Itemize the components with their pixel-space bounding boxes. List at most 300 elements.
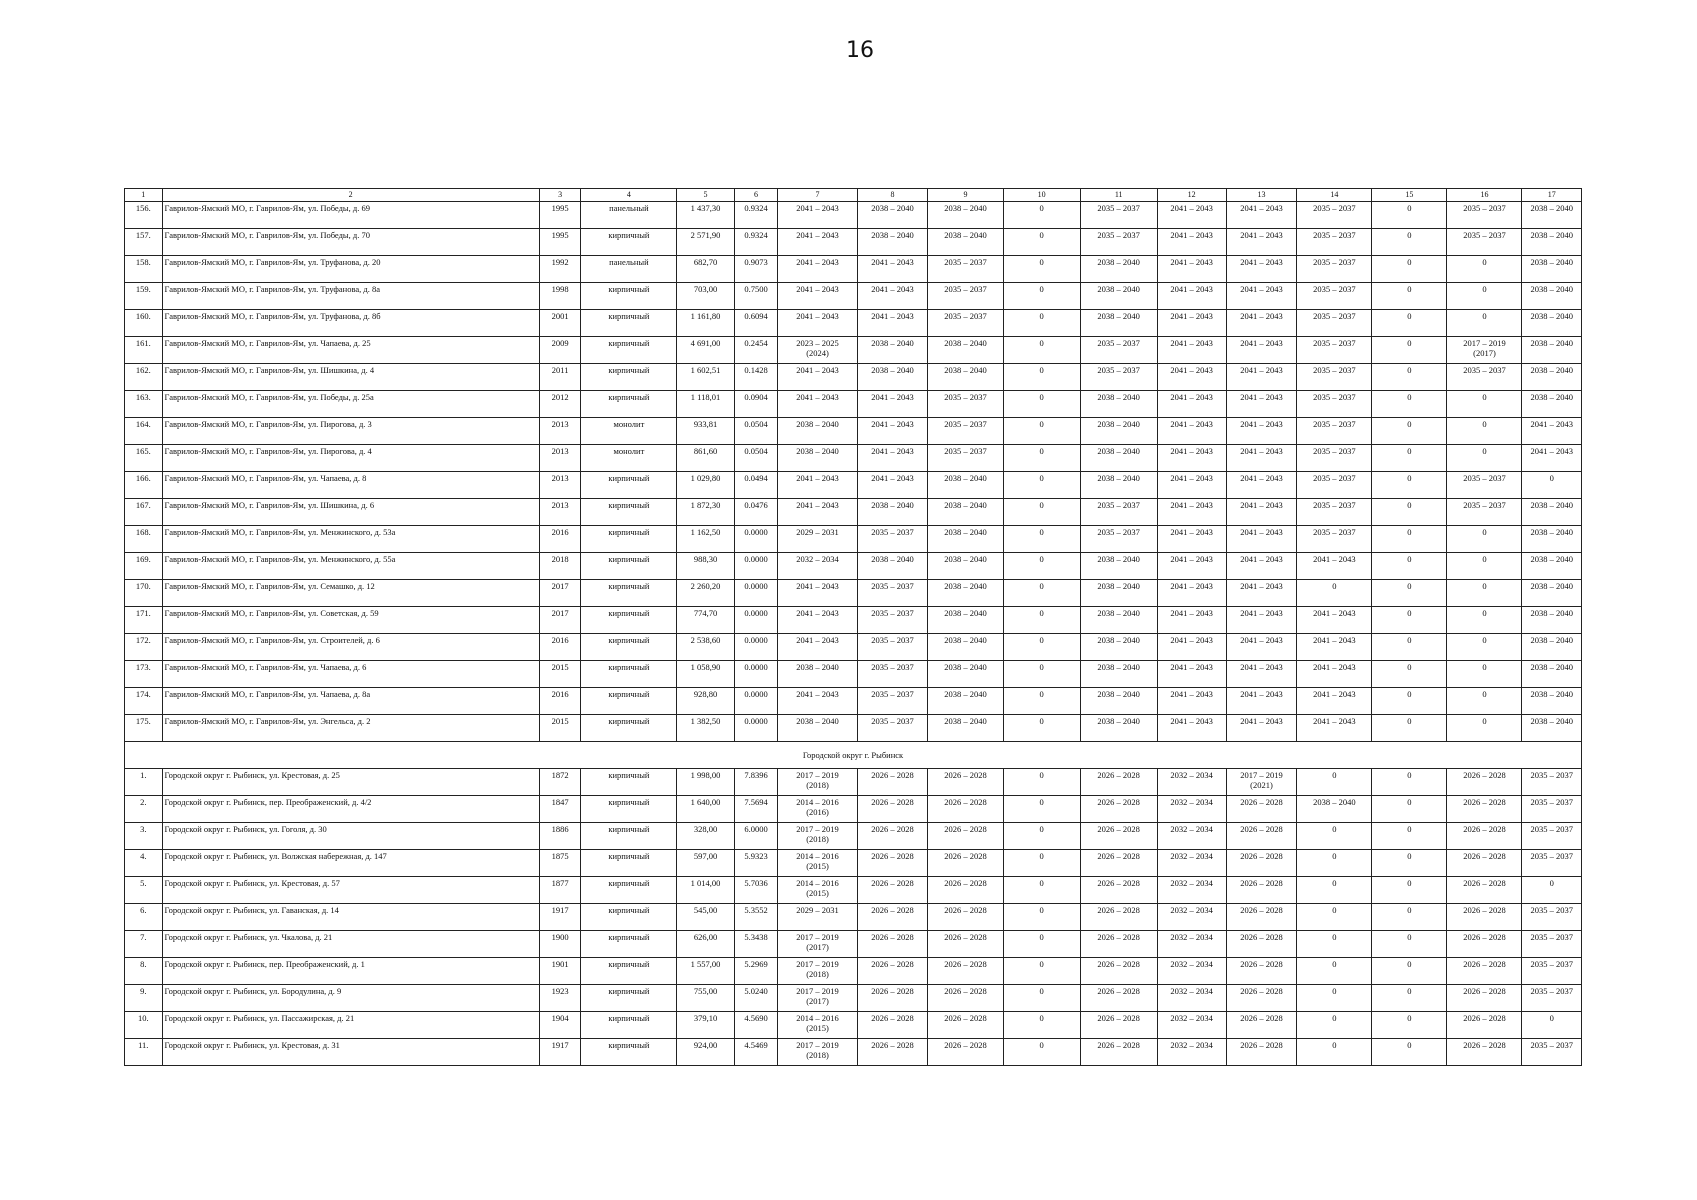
cell-col-15: 0 [1372,661,1447,688]
cell-col-17: 2035 – 2037 [1522,904,1582,931]
cell-col-12: 2041 – 2043 [1157,553,1226,580]
cell-col-7: 2038 – 2040 [778,418,857,445]
cell-col-3: 1886 [539,823,581,850]
table-row [125,472,1582,499]
cell-col-17: 2038 – 2040 [1522,553,1582,580]
cell-col-5: 1 437,30 [677,202,734,229]
cell-col-4: кирпичный [581,715,677,742]
cell-col-3: 1877 [539,877,581,904]
cell-col-16: 0 [1447,391,1522,418]
cell-col-14: 2041 – 2043 [1297,553,1372,580]
cell-col-4: кирпичный [581,526,677,553]
cell-col-9: 2038 – 2040 [928,337,1003,364]
cell-col-9: 2026 – 2028 [928,1039,1003,1066]
cell-col-2: Гаврилов-Ямский МО, г. Гаврилов-Ям, ул. Пирогова, д. 4 [162,445,539,472]
cell-col-1: 167. [125,499,163,526]
cell-col-6: 0.0000 [734,661,778,688]
cell-col-14: 2035 – 2037 [1297,283,1372,310]
cell-col-6: 4.5469 [734,1039,778,1066]
cell-col-16: 2017 – 2019 (2017) [1447,337,1522,364]
cell-col-17: 2038 – 2040 [1522,499,1582,526]
cell-col-12: 2032 – 2034 [1157,1039,1226,1066]
cell-col-10: 0 [1003,418,1080,445]
cell-col-1: 1. [125,769,163,796]
cell-col-2: Гаврилов-Ямский МО, г. Гаврилов-Ям, ул. Советская, д. 59 [162,607,539,634]
cell-col-1: 175. [125,715,163,742]
cell-col-7: 2041 – 2043 [778,499,857,526]
cell-col-17: 2035 – 2037 [1522,985,1582,1012]
table-row [125,499,1582,526]
cell-col-7: 2038 – 2040 [778,715,857,742]
cell-col-4: панельный [581,256,677,283]
cell-col-1: 7. [125,931,163,958]
cell-col-13: 2026 – 2028 [1226,850,1297,877]
cell-col-9: 2026 – 2028 [928,904,1003,931]
cell-col-3: 1917 [539,1039,581,1066]
cell-col-17: 2038 – 2040 [1522,688,1582,715]
table-row [125,904,1582,931]
cell-col-7: 2041 – 2043 [778,229,857,256]
cell-col-11: 2038 – 2040 [1080,391,1157,418]
cell-col-14: 0 [1297,769,1372,796]
table-row [125,823,1582,850]
cell-col-10: 0 [1003,472,1080,499]
cell-col-6: 0.0904 [734,391,778,418]
cell-col-7: 2038 – 2040 [778,661,857,688]
table-row [125,202,1582,229]
cell-col-16: 2035 – 2037 [1447,229,1522,256]
cell-col-5: 4 691,00 [677,337,734,364]
cell-col-12: 2041 – 2043 [1157,418,1226,445]
cell-col-3: 2017 [539,607,581,634]
cell-col-8: 2026 – 2028 [857,877,928,904]
cell-col-7: 2017 – 2019 (2018) [778,1039,857,1066]
cell-col-3: 2013 [539,418,581,445]
cell-col-14: 0 [1297,877,1372,904]
cell-col-9: 2038 – 2040 [928,472,1003,499]
table-row [125,1039,1582,1066]
cell-col-10: 0 [1003,661,1080,688]
cell-col-15: 0 [1372,526,1447,553]
cell-col-1: 163. [125,391,163,418]
cell-col-15: 0 [1372,931,1447,958]
cell-col-13: 2026 – 2028 [1226,985,1297,1012]
table-row [125,418,1582,445]
cell-col-17: 2041 – 2043 [1522,418,1582,445]
cell-col-1: 166. [125,472,163,499]
cell-col-13: 2026 – 2028 [1226,877,1297,904]
cell-col-8: 2026 – 2028 [857,769,928,796]
cell-col-16: 2035 – 2037 [1447,202,1522,229]
cell-col-3: 2015 [539,661,581,688]
cell-col-12: 2032 – 2034 [1157,877,1226,904]
cell-col-7: 2017 – 2019 (2017) [778,931,857,958]
table-row [125,229,1582,256]
cell-col-9: 2035 – 2037 [928,283,1003,310]
cell-col-17: 2035 – 2037 [1522,1039,1582,1066]
cell-col-6: 7.8396 [734,769,778,796]
cell-col-8: 2041 – 2043 [857,283,928,310]
cell-col-3: 2009 [539,337,581,364]
cell-col-3: 2011 [539,364,581,391]
cell-col-13: 2041 – 2043 [1226,607,1297,634]
cell-col-11: 2026 – 2028 [1080,904,1157,931]
cell-col-3: 1872 [539,769,581,796]
cell-col-11: 2026 – 2028 [1080,958,1157,985]
cell-col-15: 0 [1372,904,1447,931]
cell-col-8: 2026 – 2028 [857,823,928,850]
cell-col-5: 774,70 [677,607,734,634]
cell-col-15: 0 [1372,769,1447,796]
cell-col-2: Гаврилов-Ямский МО, г. Гаврилов-Ям, ул. Шишкина, д. 6 [162,499,539,526]
cell-col-13: 2041 – 2043 [1226,661,1297,688]
cell-col-5: 703,00 [677,283,734,310]
table-row [125,1012,1582,1039]
cell-col-6: 5.3438 [734,931,778,958]
cell-col-15: 0 [1372,256,1447,283]
cell-col-5: 1 058,90 [677,661,734,688]
cell-col-11: 2038 – 2040 [1080,472,1157,499]
cell-col-12: 2041 – 2043 [1157,391,1226,418]
cell-col-14: 2041 – 2043 [1297,607,1372,634]
cell-col-16: 0 [1447,283,1522,310]
cell-col-12: 2041 – 2043 [1157,607,1226,634]
cell-col-1: 159. [125,283,163,310]
column-header-11: 11 [1080,189,1157,202]
cell-col-17: 2038 – 2040 [1522,283,1582,310]
cell-col-8: 2038 – 2040 [857,337,928,364]
cell-col-10: 0 [1003,958,1080,985]
cell-col-15: 0 [1372,715,1447,742]
cell-col-12: 2032 – 2034 [1157,958,1226,985]
cell-col-12: 2032 – 2034 [1157,850,1226,877]
cell-col-11: 2035 – 2037 [1080,499,1157,526]
cell-col-6: 0.9324 [734,229,778,256]
column-number-header [125,189,1582,202]
cell-col-8: 2038 – 2040 [857,202,928,229]
cell-col-6: 0.0000 [734,580,778,607]
cell-col-6: 0.0476 [734,499,778,526]
cell-col-1: 11. [125,1039,163,1066]
cell-col-3: 1995 [539,229,581,256]
cell-col-3: 1923 [539,985,581,1012]
cell-col-6: 5.2969 [734,958,778,985]
cell-col-16: 2026 – 2028 [1447,958,1522,985]
cell-col-1: 168. [125,526,163,553]
cell-col-2: Городской округ г. Рыбинск, пер. Преображенский, д. 1 [162,958,539,985]
cell-col-17: 2038 – 2040 [1522,310,1582,337]
cell-col-16: 2026 – 2028 [1447,796,1522,823]
cell-col-13: 2041 – 2043 [1226,229,1297,256]
cell-col-12: 2041 – 2043 [1157,634,1226,661]
cell-col-13: 2017 – 2019 (2021) [1226,769,1297,796]
cell-col-12: 2032 – 2034 [1157,931,1226,958]
cell-col-15: 0 [1372,688,1447,715]
cell-col-13: 2041 – 2043 [1226,337,1297,364]
cell-col-4: кирпичный [581,985,677,1012]
cell-col-16: 2026 – 2028 [1447,850,1522,877]
cell-col-6: 7.5694 [734,796,778,823]
cell-col-17: 2038 – 2040 [1522,256,1582,283]
cell-col-11: 2038 – 2040 [1080,580,1157,607]
cell-col-15: 0 [1372,634,1447,661]
cell-col-14: 2035 – 2037 [1297,364,1372,391]
table-row [125,310,1582,337]
column-header-7: 7 [778,189,857,202]
cell-col-10: 0 [1003,796,1080,823]
cell-col-10: 0 [1003,904,1080,931]
cell-col-12: 2032 – 2034 [1157,985,1226,1012]
cell-col-6: 0.2454 [734,337,778,364]
cell-col-10: 0 [1003,931,1080,958]
cell-col-3: 2013 [539,499,581,526]
cell-col-12: 2041 – 2043 [1157,499,1226,526]
cell-col-13: 2041 – 2043 [1226,553,1297,580]
cell-col-5: 933,81 [677,418,734,445]
cell-col-1: 165. [125,445,163,472]
cell-col-14: 0 [1297,1039,1372,1066]
cell-col-15: 0 [1372,796,1447,823]
cell-col-2: Гаврилов-Ямский МО, г. Гаврилов-Ям, ул. Труфанова, д. 20 [162,256,539,283]
column-header-13: 13 [1226,189,1297,202]
cell-col-9: 2026 – 2028 [928,796,1003,823]
cell-col-1: 157. [125,229,163,256]
cell-col-3: 1900 [539,931,581,958]
cell-col-9: 2038 – 2040 [928,553,1003,580]
cell-col-11: 2038 – 2040 [1080,310,1157,337]
cell-col-11: 2035 – 2037 [1080,364,1157,391]
cell-col-12: 2032 – 2034 [1157,1012,1226,1039]
cell-col-7: 2041 – 2043 [778,364,857,391]
cell-col-14: 2041 – 2043 [1297,688,1372,715]
cell-col-3: 2016 [539,688,581,715]
cell-col-6: 5.9323 [734,850,778,877]
cell-col-8: 2041 – 2043 [857,445,928,472]
cell-col-5: 755,00 [677,985,734,1012]
cell-col-8: 2038 – 2040 [857,499,928,526]
table-row [125,283,1582,310]
cell-col-7: 2029 – 2031 [778,904,857,931]
column-header-14: 14 [1297,189,1372,202]
cell-col-12: 2041 – 2043 [1157,256,1226,283]
cell-col-15: 0 [1372,1039,1447,1066]
cell-col-2: Городской округ г. Рыбинск, ул. Гоголя, д. 30 [162,823,539,850]
cell-col-15: 0 [1372,499,1447,526]
cell-col-10: 0 [1003,580,1080,607]
cell-col-17: 2038 – 2040 [1522,634,1582,661]
cell-col-4: кирпичный [581,283,677,310]
cell-col-16: 0 [1447,310,1522,337]
cell-col-17: 2035 – 2037 [1522,958,1582,985]
cell-col-14: 0 [1297,985,1372,1012]
column-header-10: 10 [1003,189,1080,202]
cell-col-12: 2041 – 2043 [1157,661,1226,688]
cell-col-16: 2026 – 2028 [1447,985,1522,1012]
page-number: 16 [846,38,874,63]
cell-col-4: кирпичный [581,607,677,634]
cell-col-6: 0.9073 [734,256,778,283]
cell-col-9: 2026 – 2028 [928,769,1003,796]
cell-col-17: 0 [1522,1012,1582,1039]
cell-col-7: 2029 – 2031 [778,526,857,553]
cell-col-11: 2038 – 2040 [1080,634,1157,661]
cell-col-13: 2041 – 2043 [1226,202,1297,229]
column-header-4: 4 [581,189,677,202]
cell-col-2: Гаврилов-Ямский МО, г. Гаврилов-Ям, ул. Семашко, д. 12 [162,580,539,607]
cell-col-13: 2026 – 2028 [1226,796,1297,823]
cell-col-6: 0.7500 [734,283,778,310]
cell-col-12: 2041 – 2043 [1157,472,1226,499]
cell-col-12: 2041 – 2043 [1157,202,1226,229]
table-row [125,796,1582,823]
cell-col-4: кирпичный [581,769,677,796]
cell-col-2: Гаврилов-Ямский МО, г. Гаврилов-Ям, ул. Шишкина, д. 4 [162,364,539,391]
cell-col-10: 0 [1003,499,1080,526]
cell-col-1: 174. [125,688,163,715]
cell-col-6: 0.9324 [734,202,778,229]
cell-col-9: 2038 – 2040 [928,715,1003,742]
cell-col-9: 2035 – 2037 [928,445,1003,472]
cell-col-13: 2026 – 2028 [1226,823,1297,850]
cell-col-8: 2026 – 2028 [857,1039,928,1066]
cell-col-17: 2038 – 2040 [1522,391,1582,418]
table-row [125,634,1582,661]
cell-col-15: 0 [1372,391,1447,418]
cell-col-5: 1 029,80 [677,472,734,499]
cell-col-9: 2026 – 2028 [928,931,1003,958]
cell-col-1: 162. [125,364,163,391]
cell-col-13: 2041 – 2043 [1226,499,1297,526]
cell-col-15: 0 [1372,283,1447,310]
column-header-12: 12 [1157,189,1226,202]
cell-col-11: 2026 – 2028 [1080,877,1157,904]
cell-col-10: 0 [1003,607,1080,634]
cell-col-5: 1 162,50 [677,526,734,553]
cell-col-9: 2035 – 2037 [928,418,1003,445]
cell-col-14: 2035 – 2037 [1297,256,1372,283]
cell-col-4: кирпичный [581,364,677,391]
cell-col-11: 2038 – 2040 [1080,256,1157,283]
cell-col-15: 0 [1372,229,1447,256]
cell-col-2: Городской округ г. Рыбинск, ул. Чкалова, д. 21 [162,931,539,958]
cell-col-7: 2038 – 2040 [778,445,857,472]
cell-col-14: 2041 – 2043 [1297,634,1372,661]
cell-col-9: 2038 – 2040 [928,526,1003,553]
cell-col-2: Гаврилов-Ямский МО, г. Гаврилов-Ям, ул. Чапаева, д. 6 [162,661,539,688]
table-row [125,445,1582,472]
section-header-row [125,742,1582,769]
cell-col-5: 597,00 [677,850,734,877]
cell-col-6: 0.0000 [734,526,778,553]
cell-col-11: 2035 – 2037 [1080,337,1157,364]
cell-col-7: 2041 – 2043 [778,607,857,634]
cell-col-10: 0 [1003,337,1080,364]
cell-col-11: 2038 – 2040 [1080,607,1157,634]
cell-col-13: 2041 – 2043 [1226,472,1297,499]
cell-col-9: 2035 – 2037 [928,310,1003,337]
cell-col-17: 2038 – 2040 [1522,661,1582,688]
cell-col-9: 2038 – 2040 [928,229,1003,256]
cell-col-1: 160. [125,310,163,337]
cell-col-3: 1917 [539,904,581,931]
cell-col-16: 0 [1447,256,1522,283]
cell-col-9: 2035 – 2037 [928,256,1003,283]
cell-col-2: Гаврилов-Ямский МО, г. Гаврилов-Ям, ул. Победы, д. 69 [162,202,539,229]
cell-col-16: 0 [1447,634,1522,661]
cell-col-16: 0 [1447,715,1522,742]
cell-col-9: 2026 – 2028 [928,985,1003,1012]
cell-col-17: 2035 – 2037 [1522,769,1582,796]
cell-col-3: 2016 [539,526,581,553]
cell-col-4: кирпичный [581,337,677,364]
cell-col-10: 0 [1003,553,1080,580]
cell-col-8: 2041 – 2043 [857,418,928,445]
cell-col-10: 0 [1003,445,1080,472]
cell-col-14: 2035 – 2037 [1297,418,1372,445]
cell-col-3: 1901 [539,958,581,985]
cell-col-6: 0.6094 [734,310,778,337]
cell-col-17: 2035 – 2037 [1522,850,1582,877]
cell-col-16: 2026 – 2028 [1447,769,1522,796]
cell-col-17: 2038 – 2040 [1522,715,1582,742]
cell-col-16: 2035 – 2037 [1447,472,1522,499]
cell-col-10: 0 [1003,283,1080,310]
cell-col-13: 2041 – 2043 [1226,445,1297,472]
cell-col-15: 0 [1372,823,1447,850]
cell-col-13: 2041 – 2043 [1226,256,1297,283]
cell-col-1: 6. [125,904,163,931]
cell-col-15: 0 [1372,553,1447,580]
housing-repair-schedule-table [124,188,1582,1066]
cell-col-17: 0 [1522,472,1582,499]
cell-col-7: 2014 – 2016 (2016) [778,796,857,823]
cell-col-4: кирпичный [581,688,677,715]
cell-col-9: 2038 – 2040 [928,634,1003,661]
cell-col-12: 2041 – 2043 [1157,337,1226,364]
cell-col-14: 0 [1297,823,1372,850]
table-row [125,607,1582,634]
cell-col-8: 2035 – 2037 [857,526,928,553]
cell-col-3: 2013 [539,445,581,472]
cell-col-17: 2038 – 2040 [1522,526,1582,553]
cell-col-16: 0 [1447,445,1522,472]
cell-col-5: 379,10 [677,1012,734,1039]
cell-col-9: 2038 – 2040 [928,688,1003,715]
cell-col-4: кирпичный [581,661,677,688]
column-header-2: 2 [162,189,539,202]
cell-col-6: 4.5690 [734,1012,778,1039]
cell-col-17: 2038 – 2040 [1522,229,1582,256]
column-header-3: 3 [539,189,581,202]
cell-col-8: 2035 – 2037 [857,688,928,715]
cell-col-5: 1 118,01 [677,391,734,418]
cell-col-10: 0 [1003,985,1080,1012]
cell-col-4: панельный [581,202,677,229]
table-row [125,391,1582,418]
cell-col-2: Гаврилов-Ямский МО, г. Гаврилов-Ям, ул. Строителей, д. 6 [162,634,539,661]
cell-col-6: 0.1428 [734,364,778,391]
cell-col-15: 0 [1372,472,1447,499]
table-row [125,337,1582,364]
cell-col-8: 2026 – 2028 [857,850,928,877]
cell-col-6: 5.0240 [734,985,778,1012]
cell-col-15: 0 [1372,958,1447,985]
cell-col-13: 2041 – 2043 [1226,391,1297,418]
housing-table-container [124,188,1582,1066]
cell-col-8: 2035 – 2037 [857,661,928,688]
cell-col-8: 2041 – 2043 [857,310,928,337]
cell-col-4: кирпичный [581,580,677,607]
